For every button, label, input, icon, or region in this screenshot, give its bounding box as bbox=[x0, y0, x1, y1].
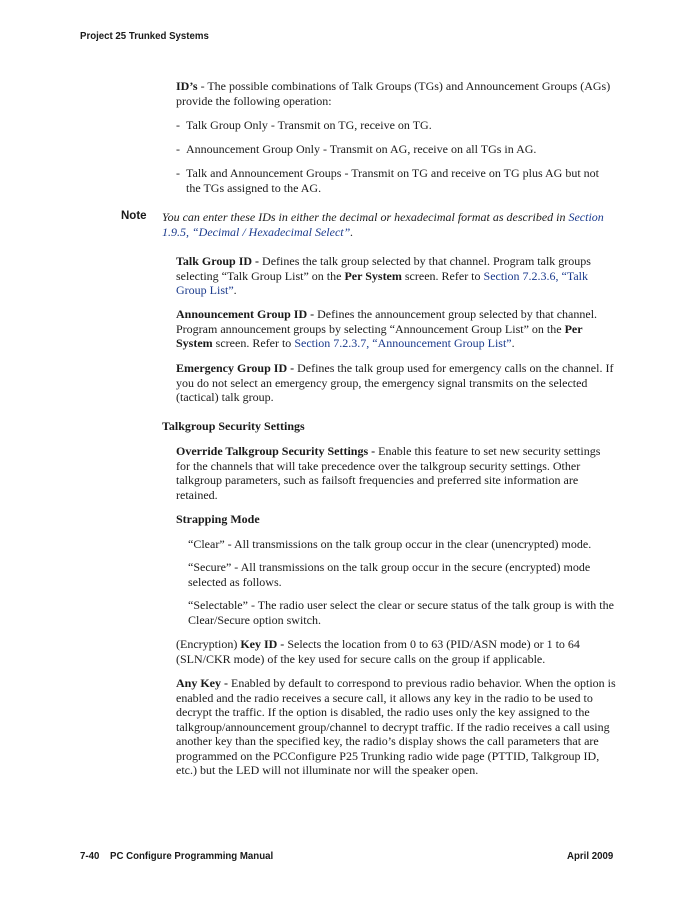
section-heading-security: Talkgroup Security Settings bbox=[162, 419, 305, 433]
note-body: You can enter these IDs in either the decimal or hexadecimal format as described in bbox=[162, 210, 569, 224]
any-key-term: Any Key - bbox=[176, 676, 228, 690]
announcement-group-text: Defines the announcement group selected by that channel. Program announcement groups by selecting “Announcement Group List” on the bbox=[176, 307, 598, 336]
override-paragraph bbox=[176, 444, 616, 502]
list-item: - Talk and Announcement Groups - Transmit on TG and receive on TG plus AG but not the TGs assigned to the AG. bbox=[176, 166, 616, 195]
announcement-group-end: . bbox=[511, 336, 515, 350]
publication-date: April 2009 bbox=[566, 850, 613, 862]
list-item: - Talk Group Only - Transmit on TG, receive on TG. bbox=[176, 118, 616, 133]
any-key-paragraph bbox=[176, 676, 616, 778]
note-text bbox=[162, 210, 618, 239]
talk-group-text: Defines the talk group selected by that channel. Program talk groups selecting “Talk Group List” on the bbox=[176, 254, 591, 283]
emergency-group-text: Defines the talk group used for emergency calls on the channel. If you do not select an emergency group, the emergency signal transmits on the selected (tactical) talk group. bbox=[176, 361, 614, 404]
bullet-announcement-group-only: Announcement Group Only - Transmit on AG, receive on all TGs in AG. bbox=[186, 142, 537, 156]
talk-group-list-link[interactable]: Section 7.2.3.6, “Talk Group List” bbox=[176, 268, 589, 297]
running-header: Project 25 Trunked Systems bbox=[80, 30, 209, 42]
manual-title: PC Configure Programming Manual bbox=[110, 850, 274, 862]
announcement-group-list-link[interactable]: Section 7.2.3.7, “Announcement Group List” bbox=[294, 336, 512, 350]
bullet-talk-group-only: Talk Group Only - Transmit on TG, receive on TG. bbox=[186, 118, 432, 132]
talk-group-id-paragraph bbox=[176, 254, 616, 298]
key-id-paragraph bbox=[176, 637, 616, 666]
override-text: Enable this feature to set new security settings for the channels that will take precedence over the talkgroup security settings. Other talkgroup parameters, such as failsoft frequencies and preferred site information are retained. bbox=[176, 444, 601, 502]
ids-paragraph bbox=[176, 79, 616, 108]
announcement-group-per-system: Per System bbox=[176, 321, 583, 350]
bullet-talk-and-announcement: Talk and Announcement Groups - Transmit on TG and receive on TG plus AG but not the TGs assigned to the AG. bbox=[186, 166, 600, 195]
page-number: 7-40 bbox=[80, 850, 100, 862]
announcement-group-term: Announcement Group ID - bbox=[176, 307, 315, 321]
talk-group-per-system: Per System bbox=[344, 268, 402, 283]
strapping-secure: “Secure” - All transmissions on the talk group occur in the secure (encrypted) mode selected as follows. bbox=[188, 560, 591, 589]
announcement-group-refer: screen. Refer to bbox=[212, 336, 295, 350]
override-term: Override Talkgroup Security Settings - bbox=[176, 444, 376, 458]
key-id-term: Key ID - bbox=[240, 637, 285, 651]
strapping-selectable: “Selectable” - The radio user select the clear or secure status of the talk group is with the Clear/Secure option switch. bbox=[188, 598, 614, 627]
ids-text: - The possible combinations of Talk Groups (TGs) and Announcement Groups (AGs) provide the following operation: bbox=[176, 79, 611, 108]
talk-group-refer: screen. Refer to bbox=[401, 268, 484, 283]
note-end: . bbox=[350, 224, 354, 239]
strapping-clear: “Clear” - All transmissions on the talk group occur in the clear (unencrypted) mode. bbox=[188, 537, 592, 551]
emergency-group-id-paragraph bbox=[176, 361, 616, 405]
ids-term: ID’s bbox=[176, 79, 198, 93]
any-key-text: Enabled by default to correspond to previous radio behavior. When the option is enabled and the radio receives a secure call, it allows any key in the radio to be used to decrypt the traffic. If the option is disabled, the radio uses only the key assigned to the talkgroup/announcement group/channel to decrypt traffic. If the radio receives a call using another key than the specified key, the radio’s display shows the call parameters that are programmed on the PCConfigure P25 Trunking radio wide page (PTTID, Talkgroup ID, etc.) but the LED will not illuminate nor will the speaker open. bbox=[176, 676, 616, 777]
key-id-text: Selects the location from 0 to 63 (PID/ASN mode) or 1 to 64 (SLN/CKR mode) of the key used for secure calls on the group if applicable. bbox=[176, 637, 580, 666]
strapping-mode-heading: Strapping Mode bbox=[176, 512, 260, 526]
talk-group-term: Talk Group ID - bbox=[176, 254, 260, 268]
talk-group-end: . bbox=[233, 283, 237, 297]
note-label: Note bbox=[121, 210, 147, 222]
emergency-group-term: Emergency Group ID - bbox=[176, 361, 295, 375]
list-item: - Announcement Group Only - Transmit on AG, receive on all TGs in AG. bbox=[176, 142, 616, 157]
note-section-link[interactable]: Section 1.9.5, “Decimal / Hexadecimal Select” bbox=[162, 210, 604, 239]
announcement-group-id-paragraph bbox=[176, 307, 616, 351]
key-id-prefix: (Encryption) bbox=[176, 637, 241, 651]
